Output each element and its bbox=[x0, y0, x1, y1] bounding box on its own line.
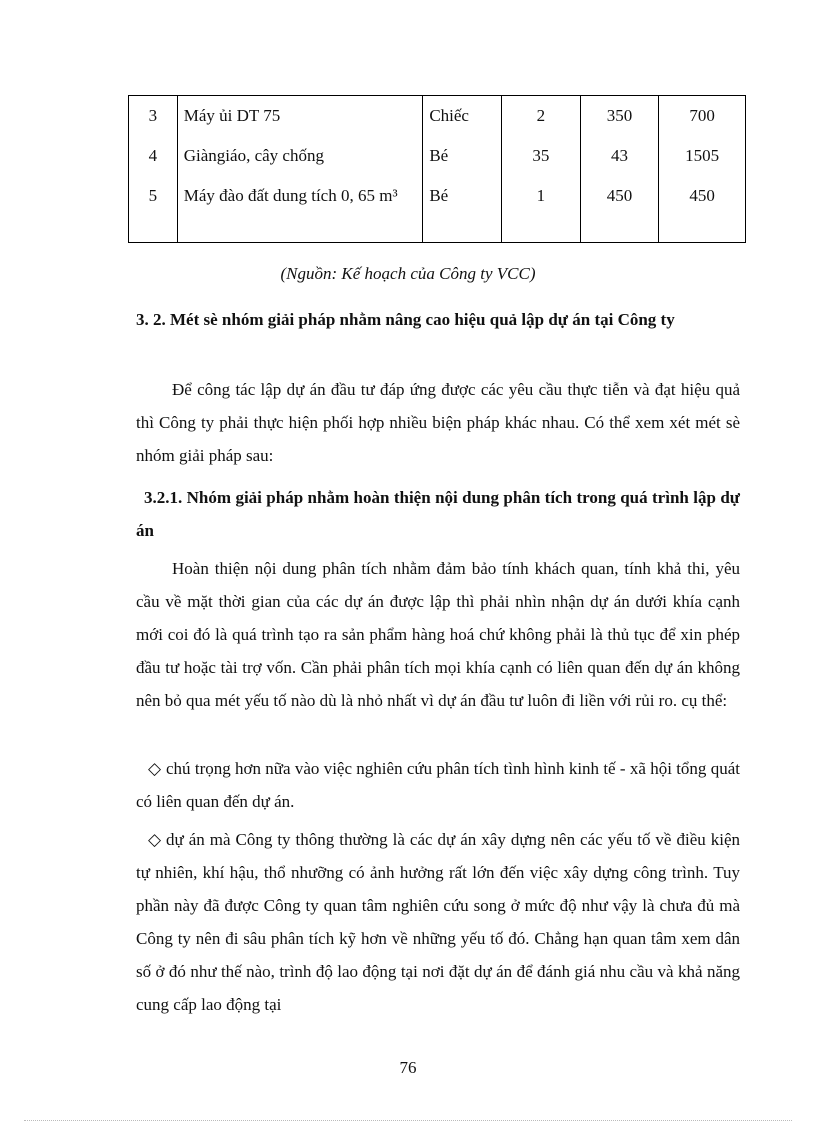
unit-price: 43 bbox=[580, 137, 659, 177]
row-number: 5 bbox=[129, 177, 178, 243]
unit: Chiếc bbox=[423, 96, 502, 138]
intro-paragraph: Để công tác lập dự án đầu tư đáp ứng được các yêu cầu thực tiễn và đạt hiệu quả thì Công ty phải thực hiện phối hợp nhiều biện pháp khác nhau. Có thể xem xét mét sè nhóm giải pháp sau: bbox=[136, 380, 740, 465]
subsection-heading: 3.2.1. Nhóm giải pháp nhằm hoàn thiện nội dung phân tích trong quá trình lập dự án bbox=[136, 488, 740, 540]
quantity: 1 bbox=[502, 177, 581, 243]
bullet-item bbox=[136, 823, 740, 1021]
table-source-note: (Nguồn: Kế hoạch của Công ty VCC) bbox=[280, 264, 536, 283]
diamond-bullet-icon: ◇ bbox=[148, 759, 162, 778]
total: 450 bbox=[659, 177, 746, 243]
equipment-table bbox=[128, 95, 746, 243]
bullet-item bbox=[136, 752, 740, 818]
row-number: 4 bbox=[129, 137, 178, 177]
unit-price: 350 bbox=[580, 96, 659, 138]
unit: Bé bbox=[423, 137, 502, 177]
table-row bbox=[129, 137, 746, 177]
bullet-text: dự án mà Công ty thông thường là các dự án xây dựng nên các yếu tố về điều kiện tự nhiên, khí hậu, thổ nhưỡng có ảnh hưởng rất lớn đến việc xây dựng công trình. Tuy phần này đã được Công ty quan tâm nghiên cứu song ở mức độ như vậy là chưa đủ mà Công ty nên đi sâu phân tích kỹ hơn về những yếu tố đó. Chẳng hạn quan tâm xem dân số ở đó như thế nào, trình độ lao động tại nơi đặt dự án để đánh giá nhu cầu và khả năng cung cấp lao động tại bbox=[136, 830, 740, 1014]
unit: Bé bbox=[423, 177, 502, 243]
total: 1505 bbox=[659, 137, 746, 177]
row-number: 3 bbox=[129, 96, 178, 138]
unit-price: 450 bbox=[580, 177, 659, 243]
section-heading: 3. 2. Mét sè nhóm giải pháp nhằm nâng cao hiệu quả lập dự án tại Công ty bbox=[136, 310, 675, 329]
equipment-name: Máy ủi DT 75 bbox=[177, 96, 423, 138]
bullet-text: chú trọng hơn nữa vào việc nghiên cứu phân tích tình hình kinh tế - xã hội tổng quát có liên quan đến dự án. bbox=[136, 759, 740, 811]
body-paragraph: Hoàn thiện nội dung phân tích nhằm đảm bảo tính khách quan, tính khả thi, yêu cầu về mặt thời gian của các dự án được lập thì phải nhìn nhận dự án dưới khía cạnh mới coi đó là quá trình tạo ra sản phẩm hàng hoá chứ không phải là thủ tục để xin phép đầu tư hoặc tài trợ vốn. Cần phải phân tích mọi khía cạnh có liên quan đến dự án không nên bỏ qua mét yếu tố nào dù là nhỏ nhất vì dự án đầu tư luôn đi liền với rủi ro. cụ thể: bbox=[136, 559, 740, 710]
quantity: 2 bbox=[502, 96, 581, 138]
table-row bbox=[129, 96, 746, 138]
equipment-name: Máy đào đất dung tích 0, 65 m³ bbox=[183, 186, 398, 205]
total: 700 bbox=[659, 96, 746, 138]
equipment-name: Giàngiáo, cây chống bbox=[177, 137, 423, 177]
diamond-bullet-icon: ◇ bbox=[148, 830, 162, 849]
quantity: 35 bbox=[502, 137, 581, 177]
table-row bbox=[129, 177, 746, 243]
page-number: 76 bbox=[399, 1058, 417, 1077]
page-bottom-divider bbox=[24, 1120, 792, 1121]
